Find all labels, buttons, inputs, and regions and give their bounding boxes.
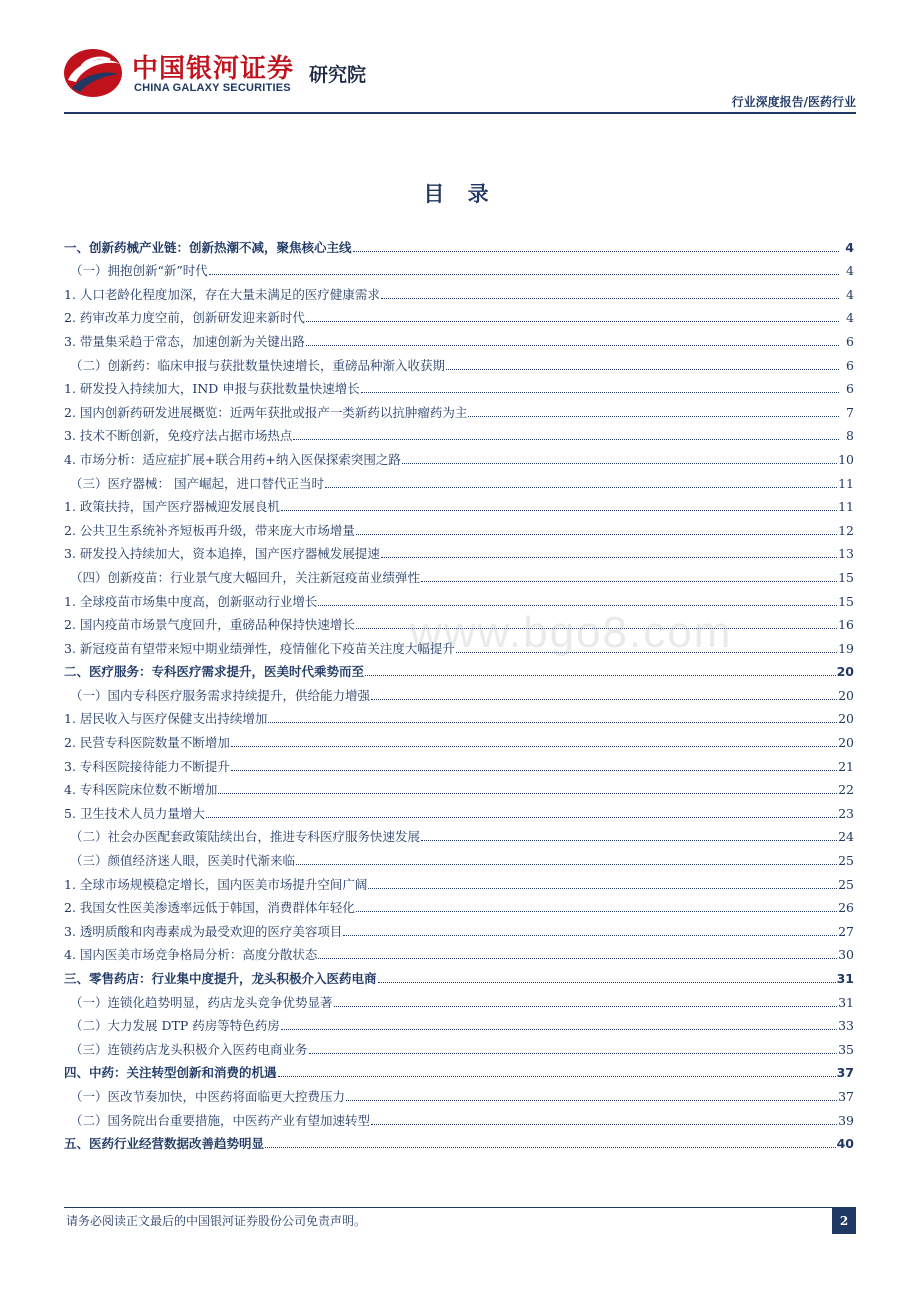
toc-leader-dots: [402, 463, 837, 464]
toc-leader-dots: [281, 510, 837, 511]
toc-leader-dots: [353, 251, 839, 252]
toc-entry-title: 1. 全球市场规模稳定增长，国内医美市场提升空间广阔: [64, 876, 368, 892]
toc-entry[interactable]: [64, 1129, 854, 1153]
toc-leader-dots: [356, 911, 837, 912]
toc-entry-page: 11: [838, 475, 854, 491]
toc-entry[interactable]: [64, 1034, 854, 1058]
toc-entry[interactable]: [64, 303, 854, 327]
toc-entry[interactable]: [64, 869, 854, 893]
toc-entry[interactable]: [64, 539, 854, 563]
toc-entry-page: 27: [838, 923, 854, 939]
toc-entry-page: 12: [838, 522, 854, 538]
toc-entry[interactable]: [64, 1011, 854, 1035]
toc-leader-dots: [346, 1100, 837, 1101]
toc-leader-dots: [368, 888, 837, 889]
toc-entry-title: 4. 市场分析：适应症扩展+联合用药+纳入医保探索突围之路: [64, 451, 401, 467]
footer-disclaimer: 请务必阅读正文最后的中国银河证券股份公司免责声明。: [66, 1214, 367, 1228]
table-of-contents: [64, 232, 854, 1152]
toc-entry-title: 2. 国内创新药研发进展概览：近两年获批或报产一类新药以抗肿瘤药为主: [64, 404, 468, 420]
toc-entry-page: 21: [838, 758, 854, 774]
toc-entry-page: 6: [846, 333, 854, 349]
toc-entry[interactable]: [64, 704, 854, 728]
watermark: www.bgo8.com: [410, 608, 733, 657]
toc-entry-page: 20: [838, 687, 854, 703]
toc-entry-title: （一）医改节奏加快，中医药将面临更大控费压力: [70, 1088, 346, 1104]
toc-entry-title: 4. 国内医美市场竞争格局分析：高度分散状态: [64, 947, 318, 963]
toc-entry-page: 15: [838, 593, 854, 609]
toc-leader-dots: [268, 722, 837, 723]
toc-entry[interactable]: [64, 397, 854, 421]
toc-entry-title: 2. 民营专科医院数量不断增加: [64, 735, 230, 751]
toc-entry[interactable]: [64, 562, 854, 586]
toc-entry-page: 35: [838, 1041, 854, 1057]
toc-entry[interactable]: [64, 916, 854, 940]
toc-entry[interactable]: [64, 987, 854, 1011]
toc-entry[interactable]: [64, 350, 854, 374]
toc-entry-page: 33: [838, 1018, 854, 1034]
toc-entry-title: （一）连锁化趋势明显，药店龙头竞争优势显著: [70, 994, 333, 1010]
toc-leader-dots: [309, 1053, 838, 1054]
toc-entry[interactable]: [64, 1058, 854, 1082]
toc-entry-title: 二、医疗服务：专科医疗需求提升，医美时代乘势而至: [64, 664, 365, 680]
report-type-label: 行业深度报告/医药行业: [731, 95, 856, 109]
toc-leader-dots: [421, 840, 837, 841]
toc-entry[interactable]: [64, 374, 854, 398]
toc-entry-page: 40: [836, 1136, 854, 1152]
toc-leader-dots: [446, 369, 839, 370]
toc-entry-page: 6: [846, 381, 854, 397]
toc-entry-page: 7: [846, 404, 854, 420]
toc-entry[interactable]: [64, 1081, 854, 1105]
toc-entry-title: 三、零售药店：行业集中度提升，龙头积极介入医药电商: [64, 971, 377, 986]
toc-entry[interactable]: [64, 845, 854, 869]
toc-entry[interactable]: [64, 326, 854, 350]
toc-entry-title: （三）医疗器械： 国产崛起，进口替代正当时: [70, 475, 324, 491]
toc-entry-title: 2. 国内疫苗市场景气度回升，重磅品种保持快速增长: [64, 617, 355, 633]
toc-entry[interactable]: [64, 421, 854, 445]
toc-title: 目 录: [423, 182, 497, 206]
toc-leader-dots: [421, 581, 837, 582]
toc-entry-title: 1. 政策扶持，国产医疗器械迎发展良机: [64, 499, 280, 515]
toc-leader-dots: [381, 557, 837, 558]
toc-leader-dots: [318, 958, 837, 959]
toc-leader-dots: [371, 1124, 837, 1125]
toc-entry-title: 5. 卫生技术人员力量增大: [64, 805, 205, 821]
toc-entry[interactable]: [64, 940, 854, 964]
toc-entry-page: 22: [838, 782, 854, 798]
toc-entry-page: 4: [846, 310, 854, 326]
toc-entry-page: 24: [838, 829, 854, 845]
toc-entry-title: 2. 药审改革力度空前，创新研发迎来新时代: [64, 310, 305, 326]
toc-entry-title: 1. 居民收入与医疗保健支出持续增加: [64, 711, 268, 727]
toc-entry-title: （二）创新药：临床申报与获批数量快速增长，重磅品种渐入收获期: [70, 357, 446, 373]
toc-leader-dots: [306, 345, 839, 346]
toc-entry[interactable]: [64, 775, 854, 799]
toc-entry-title: （二）国务院出台重要措施，中医药产业有望加速转型: [70, 1112, 371, 1128]
toc-entry-title: （二）大力发展 DTP 药房等特色药房: [70, 1018, 280, 1034]
toc-entry-title: 1. 全球疫苗市场集中度高，创新驱动行业增长: [64, 593, 318, 609]
footer-divider: [64, 1207, 856, 1208]
toc-leader-dots: [206, 817, 837, 818]
toc-entry-title: 3. 带量集采趋于常态，加速创新为关键出路: [64, 333, 305, 349]
toc-leader-dots: [231, 770, 837, 771]
toc-entry-page: 10: [838, 451, 854, 467]
galaxy-logo-icon: [62, 44, 124, 100]
toc-leader-dots: [365, 675, 836, 676]
toc-leader-dots: [218, 793, 837, 794]
toc-entry-page: 11: [838, 499, 854, 515]
toc-entry-page: 25: [838, 876, 854, 892]
toc-entry-page: 26: [838, 900, 854, 916]
toc-entry-title: 3. 技术不断创新，免疫疗法占据市场热点: [64, 428, 293, 444]
toc-entry-page: 15: [838, 569, 854, 585]
toc-entry[interactable]: [64, 798, 854, 822]
toc-entry[interactable]: [64, 822, 854, 846]
toc-entry[interactable]: [64, 586, 854, 610]
toc-entry-page: 20: [838, 735, 854, 751]
toc-entry[interactable]: [64, 727, 854, 751]
toc-entry-page: 13: [838, 546, 854, 562]
company-name-en: CHINA GALAXY SECURITIES: [134, 82, 291, 94]
toc-leader-dots: [231, 746, 837, 747]
toc-entry-title: （四）创新疫苗：行业景气度大幅回升，关注新冠疫苗业绩弹性: [70, 569, 421, 585]
toc-entry-page: 4: [846, 286, 854, 302]
toc-entry-page: 31: [838, 994, 854, 1010]
page-header: [0, 0, 920, 118]
toc-leader-dots: [293, 439, 839, 440]
toc-entry[interactable]: [64, 468, 854, 492]
toc-entry-page: 4: [846, 263, 854, 279]
toc-entry-page: 20: [836, 664, 854, 680]
toc-entry-page: 30: [838, 947, 854, 963]
toc-entry-page: 16: [838, 617, 854, 633]
toc-leader-dots: [318, 605, 837, 606]
toc-leader-dots: [325, 487, 837, 488]
toc-entry-title: 2. 公共卫生系统补齐短板再升级，带来庞大市场增量: [64, 522, 355, 538]
toc-entry[interactable]: [64, 1105, 854, 1129]
toc-entry[interactable]: [64, 893, 854, 917]
toc-leader-dots: [381, 298, 839, 299]
toc-entry-title: （二）社会办医配套政策陆续出台，推进专科医疗服务快速发展: [70, 829, 421, 845]
toc-leader-dots: [371, 699, 837, 700]
toc-entry[interactable]: [64, 279, 854, 303]
toc-entry-title: 2. 我国女性医美渗透率远低于韩国，消费群体年轻化: [64, 900, 355, 916]
toc-entry[interactable]: [64, 444, 854, 468]
toc-entry-title: （三）连锁药店龙头积极介入医药电商业务: [70, 1041, 308, 1057]
toc-leader-dots: [343, 935, 837, 936]
toc-entry[interactable]: [64, 963, 854, 987]
toc-leader-dots: [361, 392, 839, 393]
toc-entry-title: 3. 专科医院接待能力不断提升: [64, 758, 230, 774]
toc-entry[interactable]: [64, 515, 854, 539]
toc-entry-page: 8: [846, 428, 854, 444]
toc-entry-page: 25: [838, 853, 854, 869]
toc-entry[interactable]: [64, 232, 854, 256]
toc-entry-title: 五、医药行业经营数据改善趋势明显: [64, 1136, 265, 1152]
header-divider: [64, 112, 856, 114]
toc-entry[interactable]: [64, 657, 854, 681]
toc-leader-dots: [334, 1006, 838, 1007]
toc-leader-dots: [278, 1076, 836, 1077]
toc-entry-title: （一）国内专科医疗服务需求持续提升，供给能力增强: [70, 687, 371, 703]
toc-entry-title: 4. 专科医院床位数不断增加: [64, 782, 218, 798]
toc-leader-dots: [468, 416, 839, 417]
toc-entry[interactable]: [64, 492, 854, 516]
toc-entry-title: 3. 透明质酸和肉毒素成为最受欢迎的医疗美容项目: [64, 923, 343, 939]
toc-entry-page: 37: [836, 1065, 854, 1081]
toc-leader-dots: [296, 864, 837, 865]
toc-leader-dots: [209, 274, 839, 275]
toc-entry-page: 19: [838, 640, 854, 656]
institute-label: 研究院: [309, 64, 367, 86]
toc-entry[interactable]: [64, 256, 854, 280]
toc-entry-title: 3. 新冠疫苗有望带来短中期业绩弹性，疫情催化下疫苗关注度大幅提升: [64, 640, 455, 656]
toc-entry-title: 一、创新药械产业链：创新热潮不减，聚焦核心主线: [64, 239, 352, 255]
toc-leader-dots: [378, 982, 836, 983]
toc-entry-page: 31: [836, 971, 854, 986]
toc-entry-title: 3. 研发投入持续加大，资本追捧，国产医疗器械发展提速: [64, 546, 380, 562]
toc-entry-page: 39: [838, 1112, 854, 1128]
toc-entry-page: 6: [846, 357, 854, 373]
company-name-cn: 中国银河证券: [132, 54, 295, 84]
toc-entry-title: （一）拥抱创新“新”时代: [70, 263, 208, 279]
toc-entry-title: 1. 人口老龄化程度加深，存在大量未满足的医疗健康需求: [64, 286, 380, 302]
toc-entry-page: 20: [838, 711, 854, 727]
toc-entry[interactable]: [64, 751, 854, 775]
toc-leader-dots: [306, 321, 839, 322]
toc-entry-title: 四、中药：关注转型创新和消费的机遇: [64, 1065, 277, 1081]
toc-leader-dots: [356, 534, 837, 535]
page-number-badge: 2: [832, 1208, 856, 1234]
toc-entry-page: 23: [838, 805, 854, 821]
toc-entry-title: 1. 研发投入持续加大，IND 申报与获批数量快速增长: [64, 381, 360, 397]
toc-leader-dots: [265, 1147, 836, 1148]
toc-leader-dots: [281, 1029, 837, 1030]
toc-entry-page: 4: [845, 239, 854, 255]
toc-entry-title: （三）颜值经济迷人眼，医美时代渐来临: [70, 853, 296, 869]
toc-entry-page: 37: [838, 1088, 854, 1104]
toc-entry[interactable]: [64, 680, 854, 704]
